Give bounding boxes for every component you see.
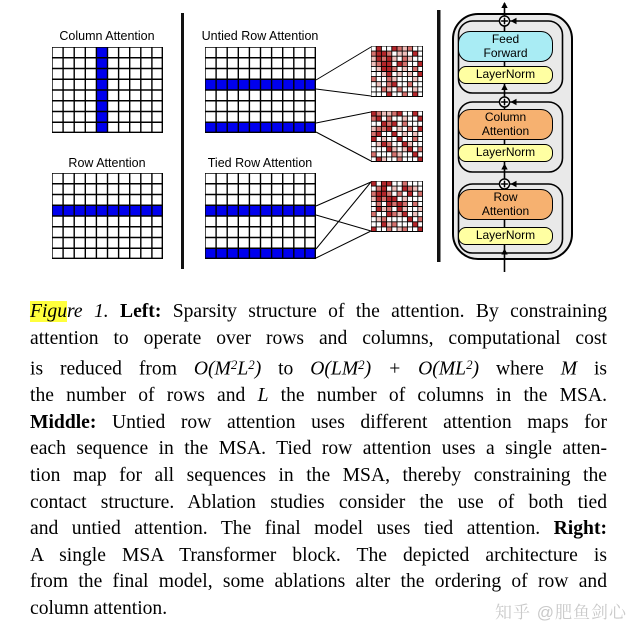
caption-line: A single MSA Transformer block. The depicted architecture is — [30, 544, 607, 566]
attention-map-3 — [371, 181, 423, 232]
row-attention-grid — [52, 173, 163, 259]
column-attention-label: Column Attention — [59, 29, 155, 43]
divider-left-middle — [181, 13, 184, 269]
feed-forward-label-line1: Feed — [491, 32, 520, 46]
caption-line: each sequence in the MSA. Tied row attention uses a single atten- — [30, 438, 607, 460]
row-attention-label-line1: Row — [493, 190, 518, 204]
layernorm-block-2: LayerNorm — [458, 144, 553, 162]
caption-line: tion map for all sequences in the MSA, thereby constraining the — [30, 464, 607, 486]
output-arrow-icon — [501, 2, 507, 8]
figure-caption — [30, 299, 607, 623]
layernorm-block-3: LayerNorm — [458, 227, 553, 245]
map-connector-lines — [316, 47, 371, 258]
row-attention-block — [458, 189, 553, 220]
caption-line: the number of rows and L the number of columns in the MSA. — [30, 385, 607, 407]
untied-row-attention-grid — [205, 47, 316, 133]
untied-row-attention-label: Untied Row Attention — [201, 29, 319, 43]
tied-row-attention-label: Tied Row Attention — [207, 156, 313, 170]
caption-line: and untied attention. The final model uses tied attention. Right: — [30, 518, 607, 540]
row-attention-label-line2: Attention — [481, 203, 530, 218]
layernorm-block-1: LayerNorm — [458, 66, 553, 84]
caption-line: column attention. — [30, 597, 168, 619]
caption-line: Figure 1. Left: Sparsity structure of the attention. By constraining — [30, 301, 607, 322]
caption-line: from the final model, some ablations alter the ordering of row and — [30, 571, 607, 593]
caption-line: is reduced from $O(M^2L^2)$ to $O(LM^2) + O(ML^2)$ where M is — [30, 357, 608, 380]
caption-line: attention to operate over rows and columns, computational cost — [30, 327, 607, 349]
caption-line: Middle: Untied row attention uses different attention maps for — [30, 411, 607, 433]
tied-row-attention-grid — [205, 173, 316, 259]
feed-forward-block — [458, 31, 553, 62]
watermark: 知乎 @肥鱼剑心 — [495, 603, 627, 622]
divider-middle-right — [437, 10, 441, 262]
column-attention-block — [458, 109, 553, 140]
column-attention-label-line2: Attention — [481, 123, 530, 138]
feed-forward-label-line2: Forward — [483, 45, 528, 60]
column-attention-label-line1: Column — [484, 110, 527, 124]
attention-map-2 — [371, 111, 423, 162]
row-attention-label: Row Attention — [68, 156, 146, 170]
caption-line: contact structure. Ablation studies consider the use of both tied — [30, 491, 607, 513]
column-attention-grid — [52, 47, 163, 133]
attention-map-1 — [371, 46, 423, 97]
